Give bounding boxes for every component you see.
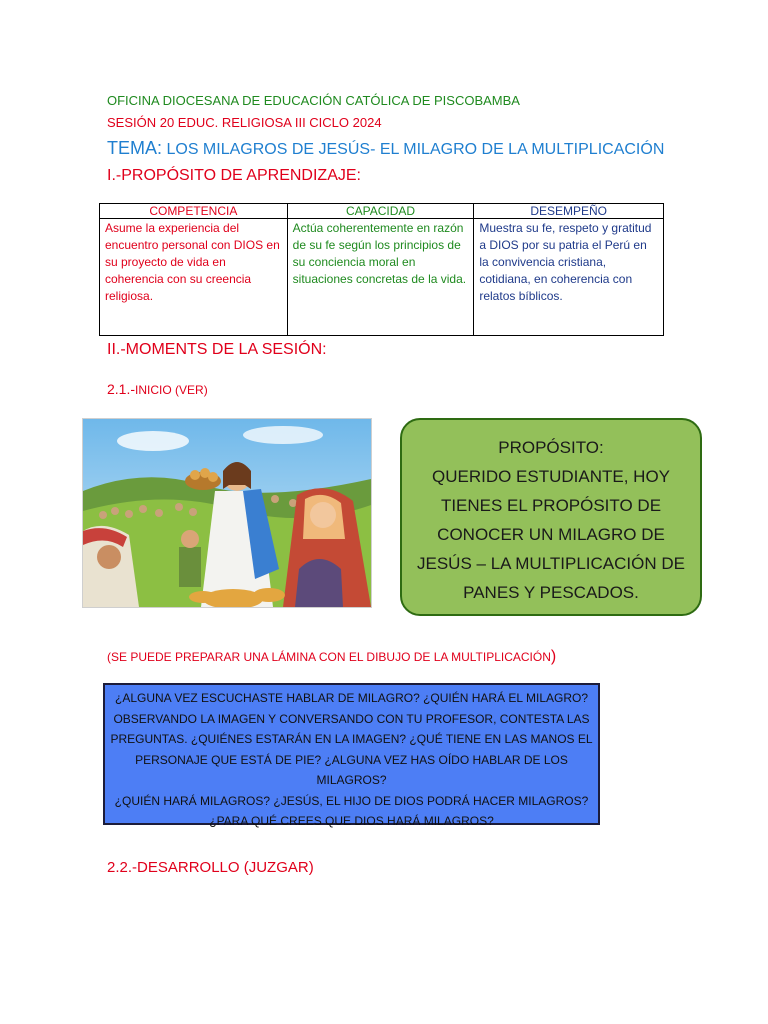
cloud — [243, 426, 323, 444]
table-row — [100, 219, 664, 336]
office-title: OFICINA DIOCESANA DE EDUCACIÓN CATÓLICA DE PISCOBAMBA — [107, 93, 520, 108]
cloud — [117, 431, 189, 451]
purpose-box — [400, 418, 702, 616]
desarrollo-heading: 2.2.-DESARROLLO (JUZGAR) — [107, 859, 314, 876]
inicio-heading — [107, 381, 208, 399]
column-header-capacidad: CAPACIDAD — [287, 204, 474, 219]
column-header-desempeno: DESEMPEÑO — [474, 204, 664, 219]
elder-figure — [295, 559, 343, 607]
purpose-line: JESÚS – LA MULTIPLICACIÓN DE — [417, 554, 685, 573]
note-close-paren: ) — [550, 648, 557, 665]
tema-text: LOS MILAGROS DE JESÚS- EL MILAGRO DE LA MULTIPLICACIÓN — [166, 141, 665, 158]
question-line: ¿ALGUNA VEZ ESCUCHASTE HABLAR DE MILAGRO? ¿QUIÉN HARÁ EL MILAGRO? — [115, 691, 588, 705]
purpose-line: QUERIDO ESTUDIANTE, HOY — [431, 467, 671, 486]
moments-heading: II.-MOMENTS DE LA SESIÓN: — [107, 341, 327, 358]
question-line: OBSERVANDO LA IMAGEN Y CONVERSANDO CON TU PROFESOR, CONTESTA LAS — [113, 711, 590, 726]
boy-figure — [179, 530, 201, 587]
question-line: PERSONAJE QUE ESTÁ DE PIE? ¿ALGUNA VEZ HAS OÍDO HABLAR DE LOS MILAGROS? — [135, 752, 568, 787]
purpose-line: PANES Y PESCADOS. — [463, 583, 639, 602]
inicio-number: 2.1.- — [107, 381, 136, 397]
capacidad-cell: Actúa coherentemente en razón de su fe según los principios de su conciencia moral en situaciones concretas de la vida. — [287, 219, 474, 336]
inicio-text: INICIO (VER) — [135, 383, 208, 397]
session-title: SESIÓN 20 EDUC. RELIGIOSA III CICLO 2024 — [107, 115, 382, 130]
question-line: ¿QUIÉN HARÁ MILAGROS? ¿JESÚS, EL HIJO DE DIOS PODRÁ HACER MILAGROS? — [114, 793, 589, 808]
illustration-svg — [83, 419, 371, 607]
column-header-competencia: COMPETENCIA — [100, 204, 288, 219]
tema-label: TEMA: — [107, 138, 163, 158]
preparation-note — [107, 648, 556, 666]
question-line: PREGUNTAS. ¿QUIÉNES ESTARÁN EN LA IMAGEN? ¿QUÉ TIENE EN LAS MANOS EL — [110, 732, 593, 746]
question-line: ¿PARA QUÉ CREES QUE DIOS HARÁ MILAGROS? — [209, 814, 494, 828]
note-text: (SE PUEDE PREPARAR UNA LÁMINA CON EL DIBUJO DE LA MULTIPLICACIÓN — [107, 650, 551, 664]
learning-purpose-table — [99, 203, 664, 336]
competencia-cell: Asume la experiencia del encuentro personal con DIOS en su proyecto de vida en coherencia con su creencia religiosa. — [100, 219, 288, 336]
purpose-heading: I.-PROPÓSITO DE APRENDIZAJE: — [107, 167, 361, 184]
questions-box — [103, 683, 600, 828]
tema-line — [107, 138, 664, 159]
purpose-line: CONOCER UN MILAGRO DE — [437, 525, 665, 544]
purpose-line: PROPÓSITO: — [498, 438, 604, 457]
desempeno-cell: Muestra su fe, respeto y gratitud a DIOS por su patria el Perú en la convivencia cristiana, cotidiana, en coherencia con relatos bíblicos. — [474, 219, 664, 336]
purpose-line: TIENES EL PROPÓSITO DE — [440, 496, 662, 515]
multiplication-illustration — [82, 418, 372, 608]
table-header-row — [100, 204, 664, 219]
